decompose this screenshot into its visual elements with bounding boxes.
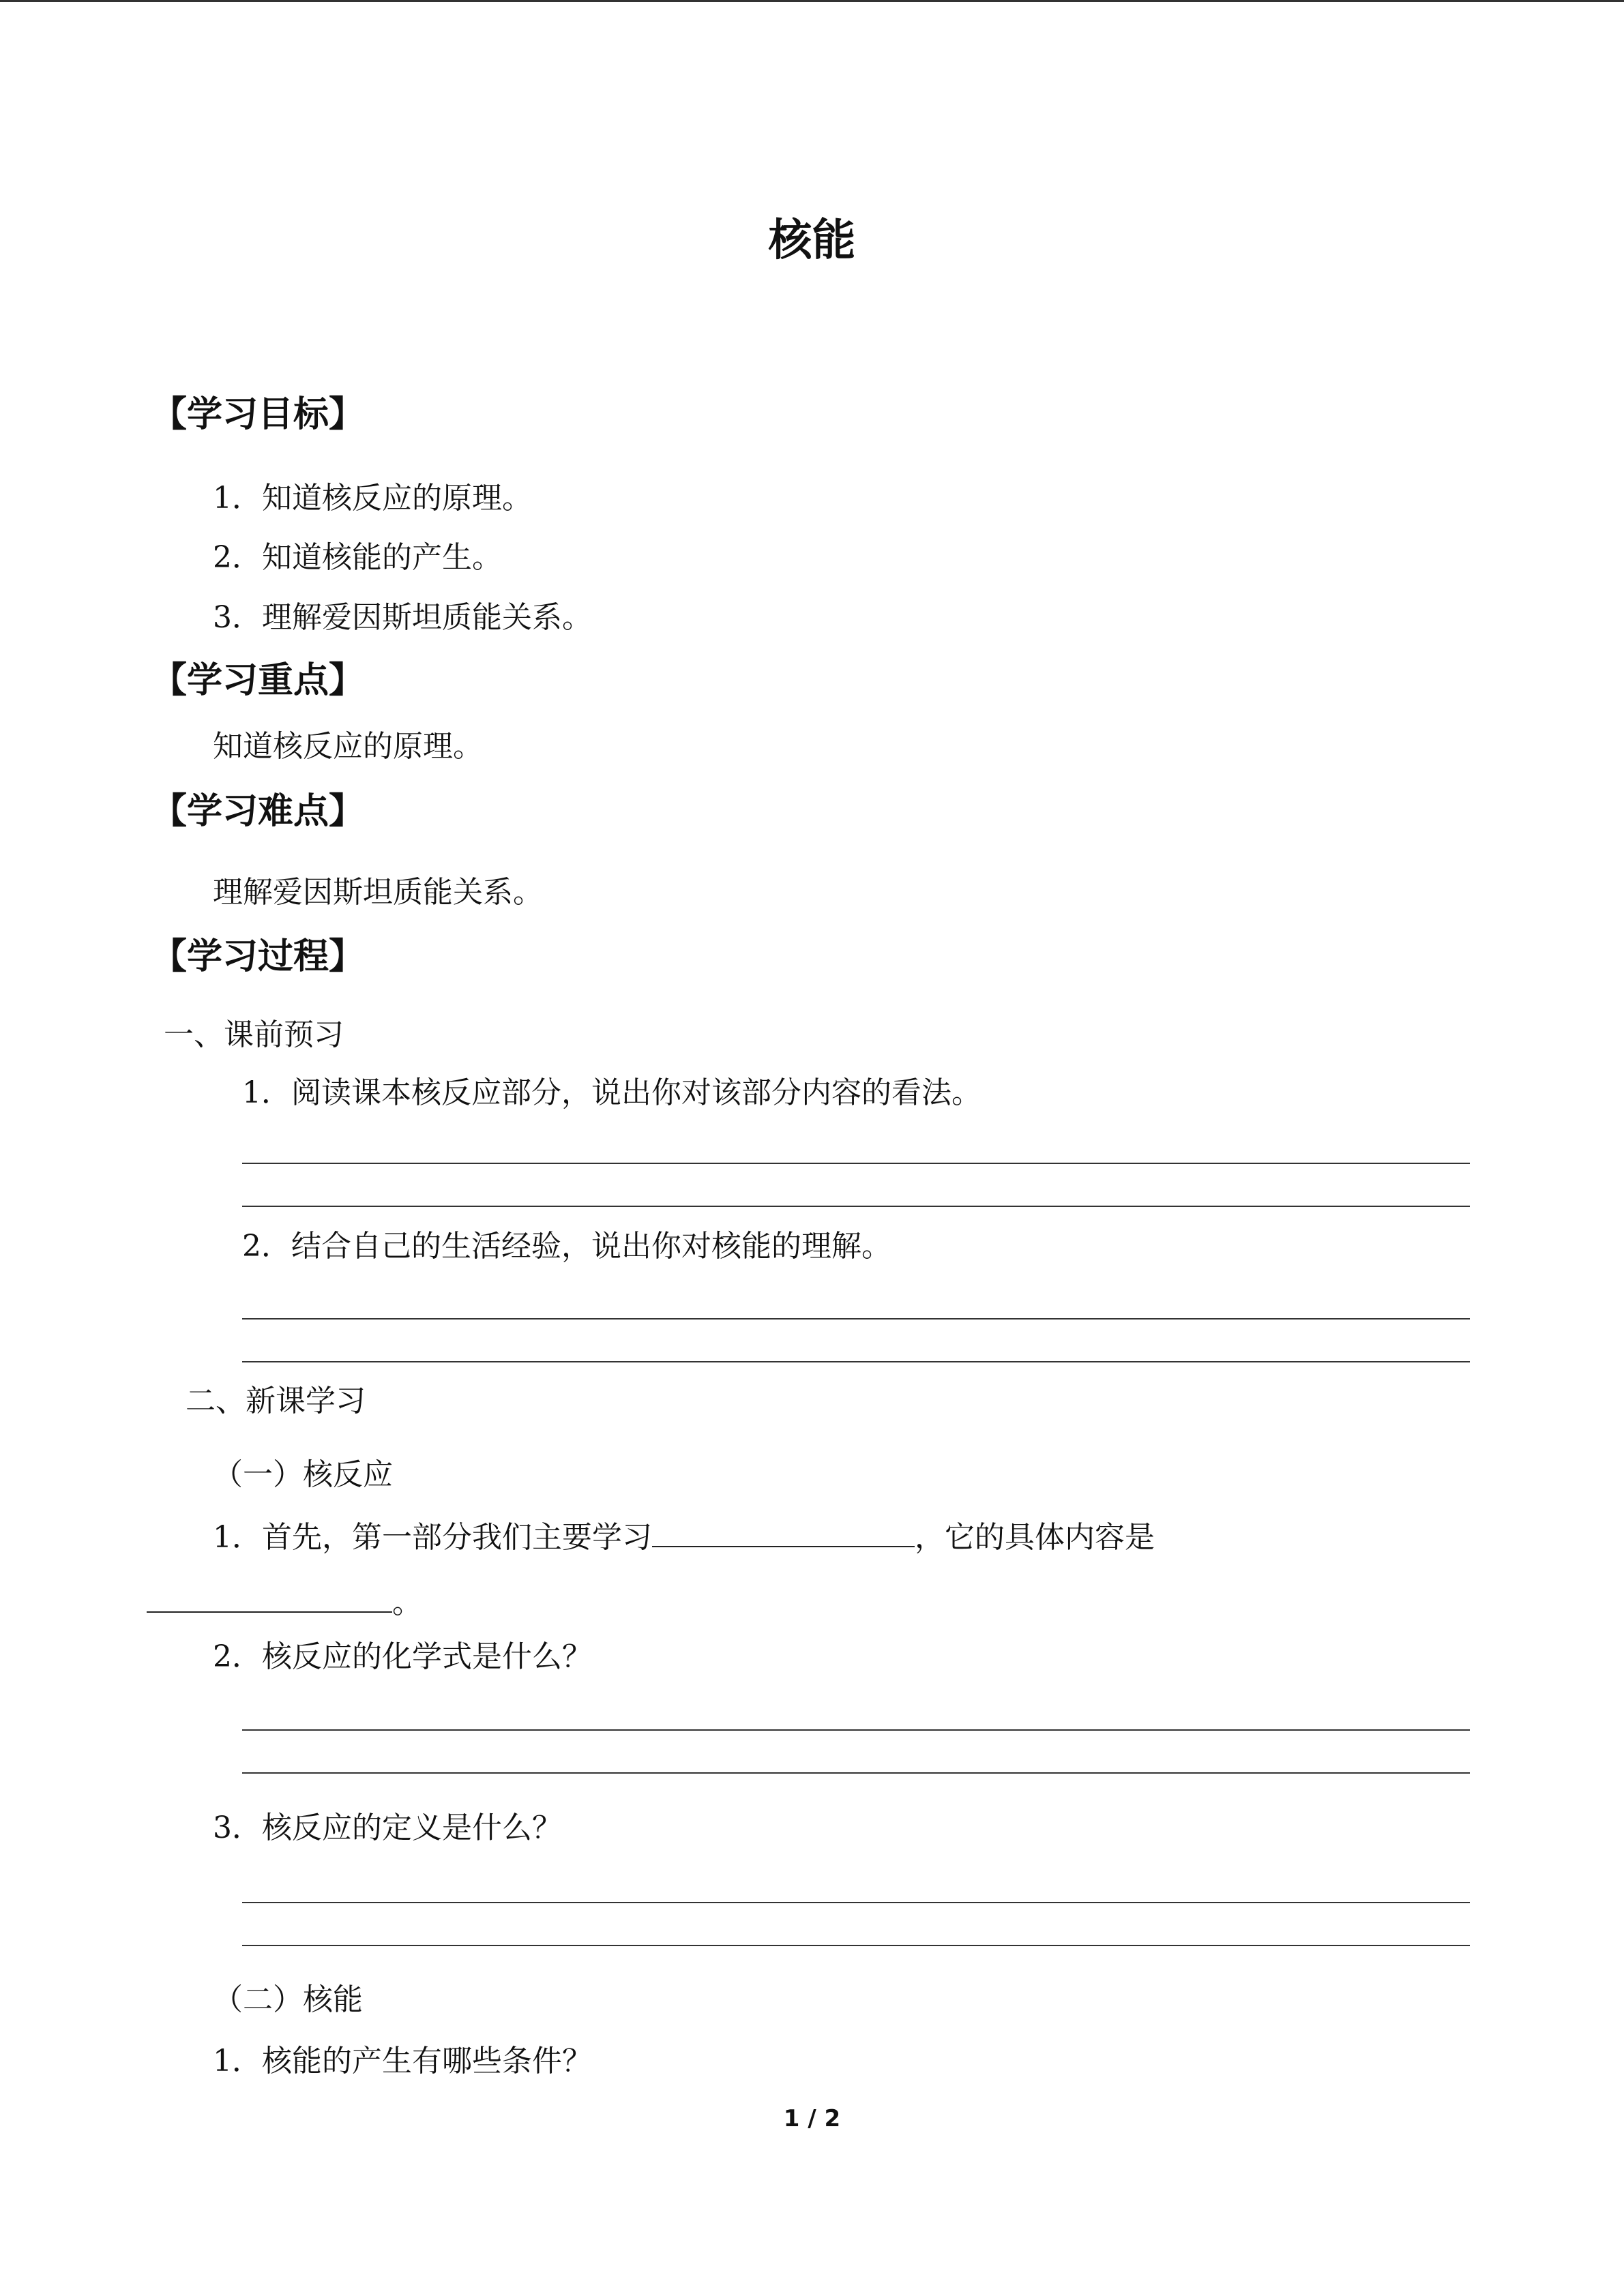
process-heading: 【学习过程】 xyxy=(151,936,365,977)
part1-question-3: 3．核反应的定义是什么？ xyxy=(213,1810,562,1845)
answer-line xyxy=(242,1361,1470,1362)
answer-line xyxy=(242,1163,1470,1164)
answer-line xyxy=(242,1772,1470,1774)
part1-question-2: 2．核反应的化学式是什么？ xyxy=(213,1639,592,1674)
fill-blank[interactable] xyxy=(147,1581,392,1613)
goal-item-1: 1．知道核反应的原理。 xyxy=(213,481,532,516)
key-point-heading: 【学习重点】 xyxy=(151,660,365,701)
part1-heading: （一）核反应 xyxy=(213,1457,393,1492)
answer-line xyxy=(242,1902,1470,1903)
difficulty-text: 理解爱因斯坦质能关系。 xyxy=(213,875,543,910)
goal-item-3: 3．理解爱因斯坦质能关系。 xyxy=(213,600,592,635)
new-lesson-heading: 二、新课学习 xyxy=(186,1384,366,1418)
answer-line xyxy=(242,1318,1470,1320)
key-point-text: 知道核反应的原理。 xyxy=(213,729,483,764)
page-number: 1 / 2 xyxy=(783,2105,841,2132)
part2-heading: （二）核能 xyxy=(213,1982,363,2017)
part1-question-1-end: 。 xyxy=(392,1585,422,1620)
page-title: 核能 xyxy=(768,215,856,266)
preview-question-2: 2．结合自己的生活经验，说出你对核能的理解。 xyxy=(242,1229,891,1264)
fill-blank[interactable] xyxy=(652,1516,915,1547)
part1-question-1-continued xyxy=(147,1581,422,1624)
goals-heading: 【学习目标】 xyxy=(151,394,365,435)
part1-question-1-start: 1．首先，第一部分我们主要学习 xyxy=(213,1520,652,1555)
goal-item-2: 2．知道核能的产生。 xyxy=(213,540,502,575)
answer-line xyxy=(242,1206,1470,1207)
answer-line xyxy=(242,1945,1470,1946)
preview-heading: 一、课前预习 xyxy=(164,1017,344,1052)
part1-question-1-middle: ，它的具体内容是 xyxy=(915,1520,1155,1555)
part2-question-1: 1．核能的产生有哪些条件？ xyxy=(213,2044,592,2078)
difficulty-heading: 【学习难点】 xyxy=(151,791,365,832)
part1-question-1 xyxy=(213,1516,1155,1558)
preview-question-1: 1．阅读课本核反应部分，说出你对该部分内容的看法。 xyxy=(242,1075,981,1110)
answer-line xyxy=(242,1729,1470,1731)
